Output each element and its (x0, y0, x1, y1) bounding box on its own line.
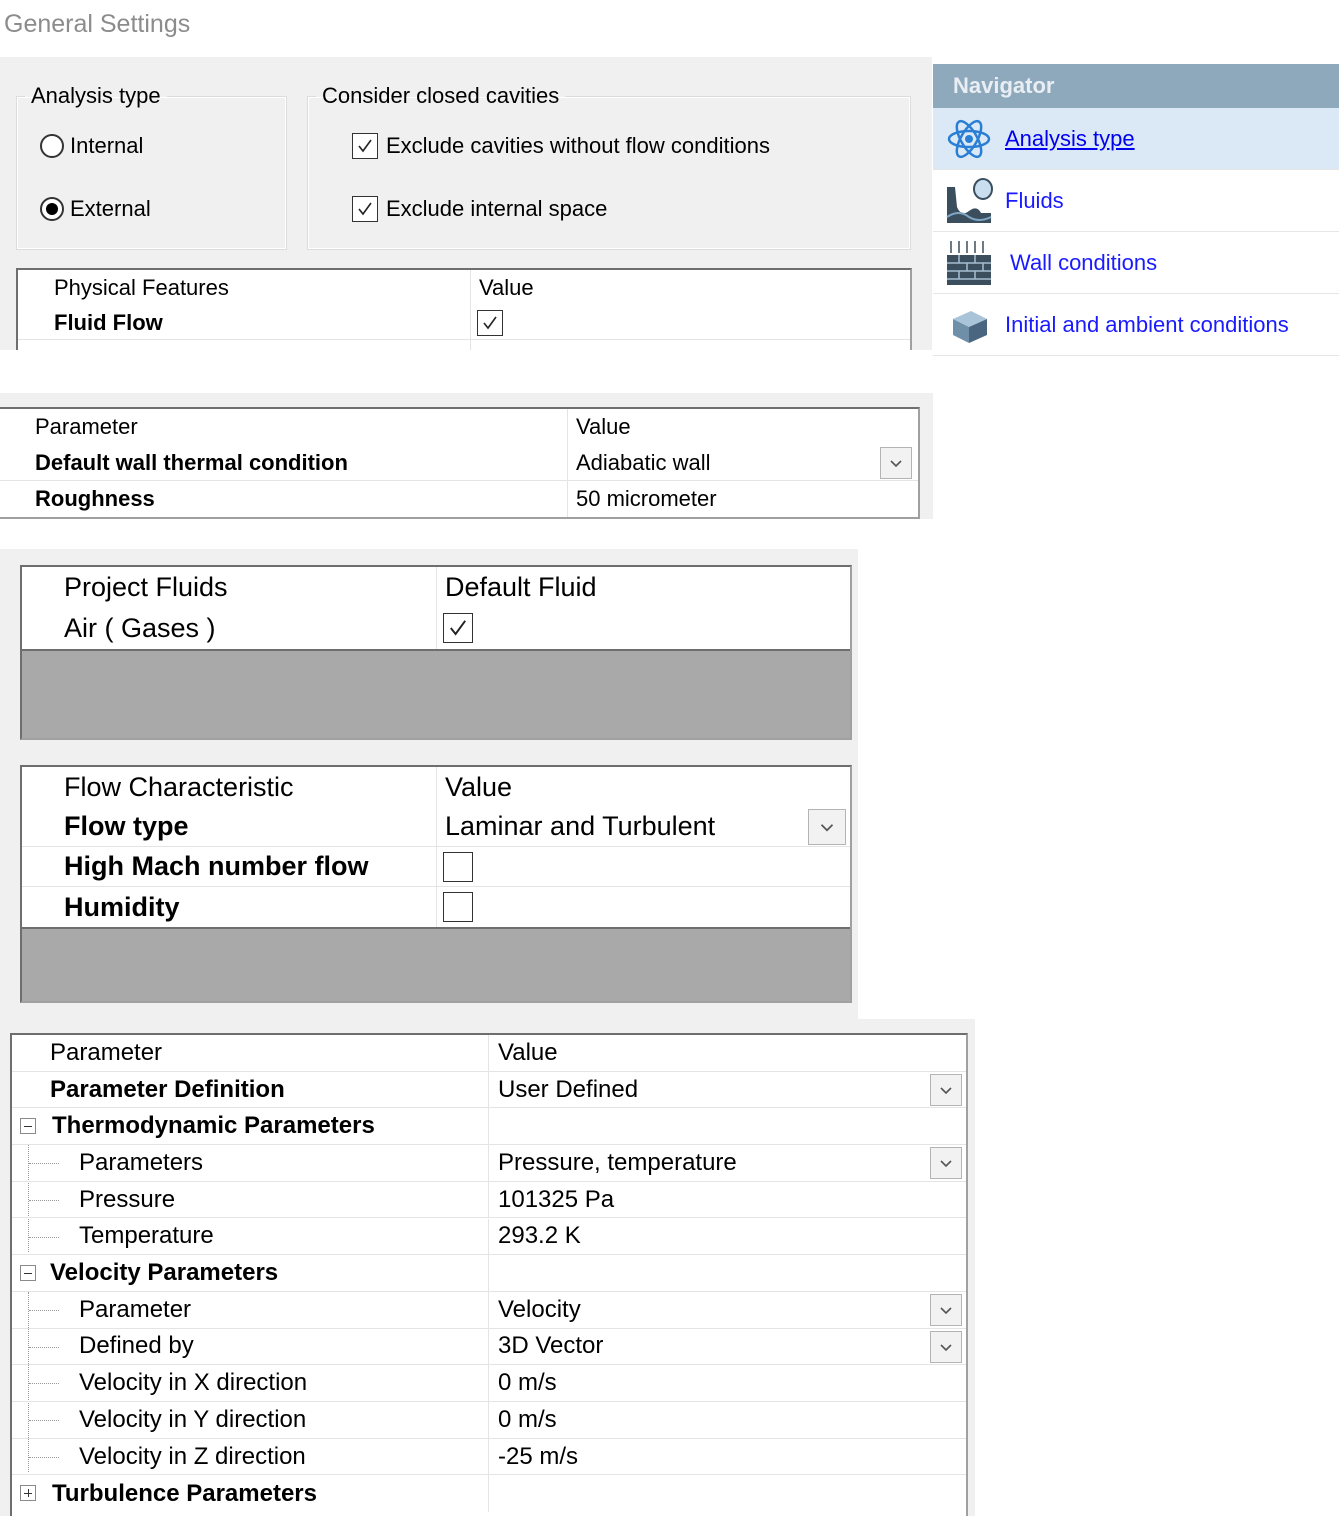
wall-thermal-value: Adiabatic wall (567, 445, 711, 480)
tree-line (29, 1347, 59, 1348)
analysis-type-legend: Analysis type (31, 83, 161, 108)
radio-external[interactable] (40, 196, 151, 222)
fluid-flow-checkbox[interactable] (477, 310, 503, 336)
window-title: General Settings (4, 10, 191, 38)
row-value: -25 m/s (488, 1439, 578, 1475)
header-project-fluids: Project Fluids (64, 571, 228, 602)
radio-internal-button[interactable] (40, 134, 64, 158)
chevron-down-icon[interactable] (880, 447, 912, 479)
tree-line (29, 1163, 59, 1164)
physical-features-table (16, 268, 912, 350)
radio-internal-label: Internal (70, 133, 144, 158)
table-row[interactable] (22, 607, 850, 649)
exclude-cavities-option[interactable] (352, 133, 770, 159)
empty-area (22, 649, 850, 738)
flow-type-value: Laminar and Turbulent (436, 807, 715, 846)
row-value: Pressure, temperature (488, 1145, 737, 1181)
wall-header (0, 409, 918, 445)
roughness-value: 50 micrometer (567, 481, 717, 517)
fluids-header (22, 567, 850, 607)
analysis-type-group (16, 83, 287, 250)
nav-label: Fluids (1005, 187, 1064, 213)
table-row[interactable] (18, 306, 910, 340)
table-row[interactable] (12, 1072, 966, 1109)
empty-area (22, 927, 850, 1001)
table-row[interactable] (12, 1329, 966, 1366)
nav-item-initial-conditions[interactable] (933, 294, 1339, 356)
parameter-definition-value: User Defined (488, 1072, 638, 1108)
high-mach-label: High Mach number flow (64, 851, 369, 881)
row-label: Velocity in Y direction (79, 1405, 307, 1433)
empty-value (488, 1108, 489, 1144)
atom-icon (945, 115, 993, 163)
empty-value (488, 1255, 489, 1291)
tree-line (29, 1200, 59, 1201)
table-row[interactable] (12, 1219, 966, 1256)
table-row[interactable] (0, 445, 918, 481)
table-row[interactable] (12, 1439, 966, 1476)
radio-external-button[interactable] (40, 197, 64, 221)
header-value: Value (488, 1035, 558, 1071)
wall-conditions-table (0, 407, 920, 519)
exclude-internal-option[interactable] (352, 196, 607, 222)
nav-item-fluids[interactable] (933, 170, 1339, 232)
flow-header (22, 767, 850, 807)
exclude-cavities-label: Exclude cavities without flow conditions (386, 133, 770, 158)
flow-characteristic-table (20, 765, 852, 1003)
fluid-flow-label: Fluid Flow (54, 309, 163, 335)
cavities-group (307, 83, 911, 250)
project-fluids-table (20, 565, 852, 740)
exclude-internal-checkbox[interactable] (352, 196, 378, 222)
table-row[interactable] (12, 1255, 966, 1292)
row-label: Pressure (79, 1185, 176, 1213)
chevron-down-icon[interactable] (808, 809, 846, 845)
row-value: 3D Vector (488, 1329, 603, 1365)
header-parameter: Parameter (35, 414, 138, 439)
nav-label: Analysis type (1005, 125, 1135, 151)
thermo-group-label: Thermodynamic Parameters (52, 1112, 375, 1140)
table-row[interactable] (12, 1365, 966, 1402)
nav-item-wall-conditions[interactable] (933, 232, 1339, 294)
header-value: Value (567, 409, 631, 445)
velocity-group-label: Velocity Parameters (50, 1259, 279, 1287)
header-value: Value (436, 767, 512, 807)
table-row (18, 340, 910, 350)
radio-internal[interactable] (40, 133, 143, 159)
tree-line (29, 1310, 59, 1311)
tree-line (29, 1383, 59, 1384)
tree-line (29, 1237, 59, 1238)
fluid-flow-value (470, 306, 503, 339)
wall-icon (945, 239, 993, 287)
nav-label: Initial and ambient conditions (1005, 311, 1289, 337)
high-mach-checkbox[interactable] (443, 852, 473, 882)
turbulence-group-label: Turbulence Parameters (52, 1479, 317, 1507)
chevron-down-icon[interactable] (930, 1074, 962, 1106)
air-default-checkbox[interactable] (443, 613, 473, 643)
humidity-value (436, 887, 473, 927)
high-mach-value (436, 847, 473, 886)
radio-external-label: External (70, 196, 151, 221)
air-value (436, 607, 473, 649)
humidity-label: Humidity (64, 891, 180, 922)
row-value: 293.2 K (488, 1219, 581, 1255)
header-physical-features: Physical Features (54, 275, 229, 300)
row-label: Temperature (79, 1222, 214, 1250)
wall-thermal-label: Default wall thermal condition (35, 449, 348, 475)
row-value: Velocity (488, 1292, 581, 1328)
collapse-icon[interactable] (20, 1118, 36, 1134)
table-row[interactable] (12, 1182, 966, 1219)
fluids-panel (0, 549, 858, 1019)
row-label: Velocity in Z direction (79, 1442, 306, 1470)
initial-header (12, 1035, 966, 1072)
row-label: Parameters (79, 1148, 204, 1176)
exclude-cavities-checkbox[interactable] (352, 133, 378, 159)
table-row[interactable] (12, 1108, 966, 1145)
table-row[interactable] (22, 887, 850, 927)
wall-conditions-panel (0, 393, 933, 519)
initial-conditions-panel (0, 1019, 975, 1516)
chevron-down-icon[interactable] (930, 1331, 962, 1363)
table-row[interactable] (12, 1475, 966, 1512)
table-row[interactable] (12, 1402, 966, 1439)
row-label: Velocity in X direction (79, 1369, 308, 1397)
parameter-definition-label: Parameter Definition (50, 1075, 285, 1103)
general-settings-panel (0, 57, 932, 350)
nav-label: Wall conditions (1010, 249, 1158, 275)
table-row[interactable] (0, 481, 918, 517)
cavities-legend: Consider closed cavities (322, 83, 560, 108)
collapse-icon[interactable] (20, 1265, 36, 1281)
initial-conditions-table (10, 1033, 968, 1516)
row-value: 0 m/s (488, 1365, 557, 1401)
row-label: Parameter (79, 1295, 192, 1323)
nav-item-analysis-type[interactable] (933, 108, 1339, 170)
navigator-title: Navigator (933, 64, 1339, 108)
roughness-label: Roughness (35, 486, 155, 511)
header-value: Value (470, 270, 534, 306)
tree-line (29, 1457, 59, 1458)
physical-features-header (18, 270, 910, 306)
navigator-panel (933, 64, 1339, 360)
table-row[interactable] (22, 807, 850, 847)
row-value: 0 m/s (488, 1402, 557, 1438)
row-label: Defined by (79, 1332, 194, 1360)
header-default-fluid: Default Fluid (436, 567, 597, 607)
cube-icon (945, 301, 993, 349)
table-row[interactable] (22, 847, 850, 887)
row-value: 101325 Pa (488, 1182, 614, 1218)
flow-type-label: Flow type (64, 811, 189, 841)
air-label: Air ( Gases ) (64, 612, 216, 643)
fluids-icon (945, 177, 993, 225)
humidity-checkbox[interactable] (443, 892, 473, 922)
tree-line (29, 1420, 59, 1421)
chevron-down-icon[interactable] (930, 1147, 962, 1179)
exclude-internal-label: Exclude internal space (386, 196, 608, 221)
expand-icon[interactable] (20, 1485, 36, 1501)
chevron-down-icon[interactable] (930, 1294, 962, 1326)
empty-value (488, 1475, 489, 1512)
partial-row (470, 340, 471, 350)
header-parameter: Parameter (50, 1038, 163, 1066)
header-flow-characteristic: Flow Characteristic (64, 771, 294, 802)
table-row[interactable] (12, 1145, 966, 1182)
table-row[interactable] (12, 1292, 966, 1329)
